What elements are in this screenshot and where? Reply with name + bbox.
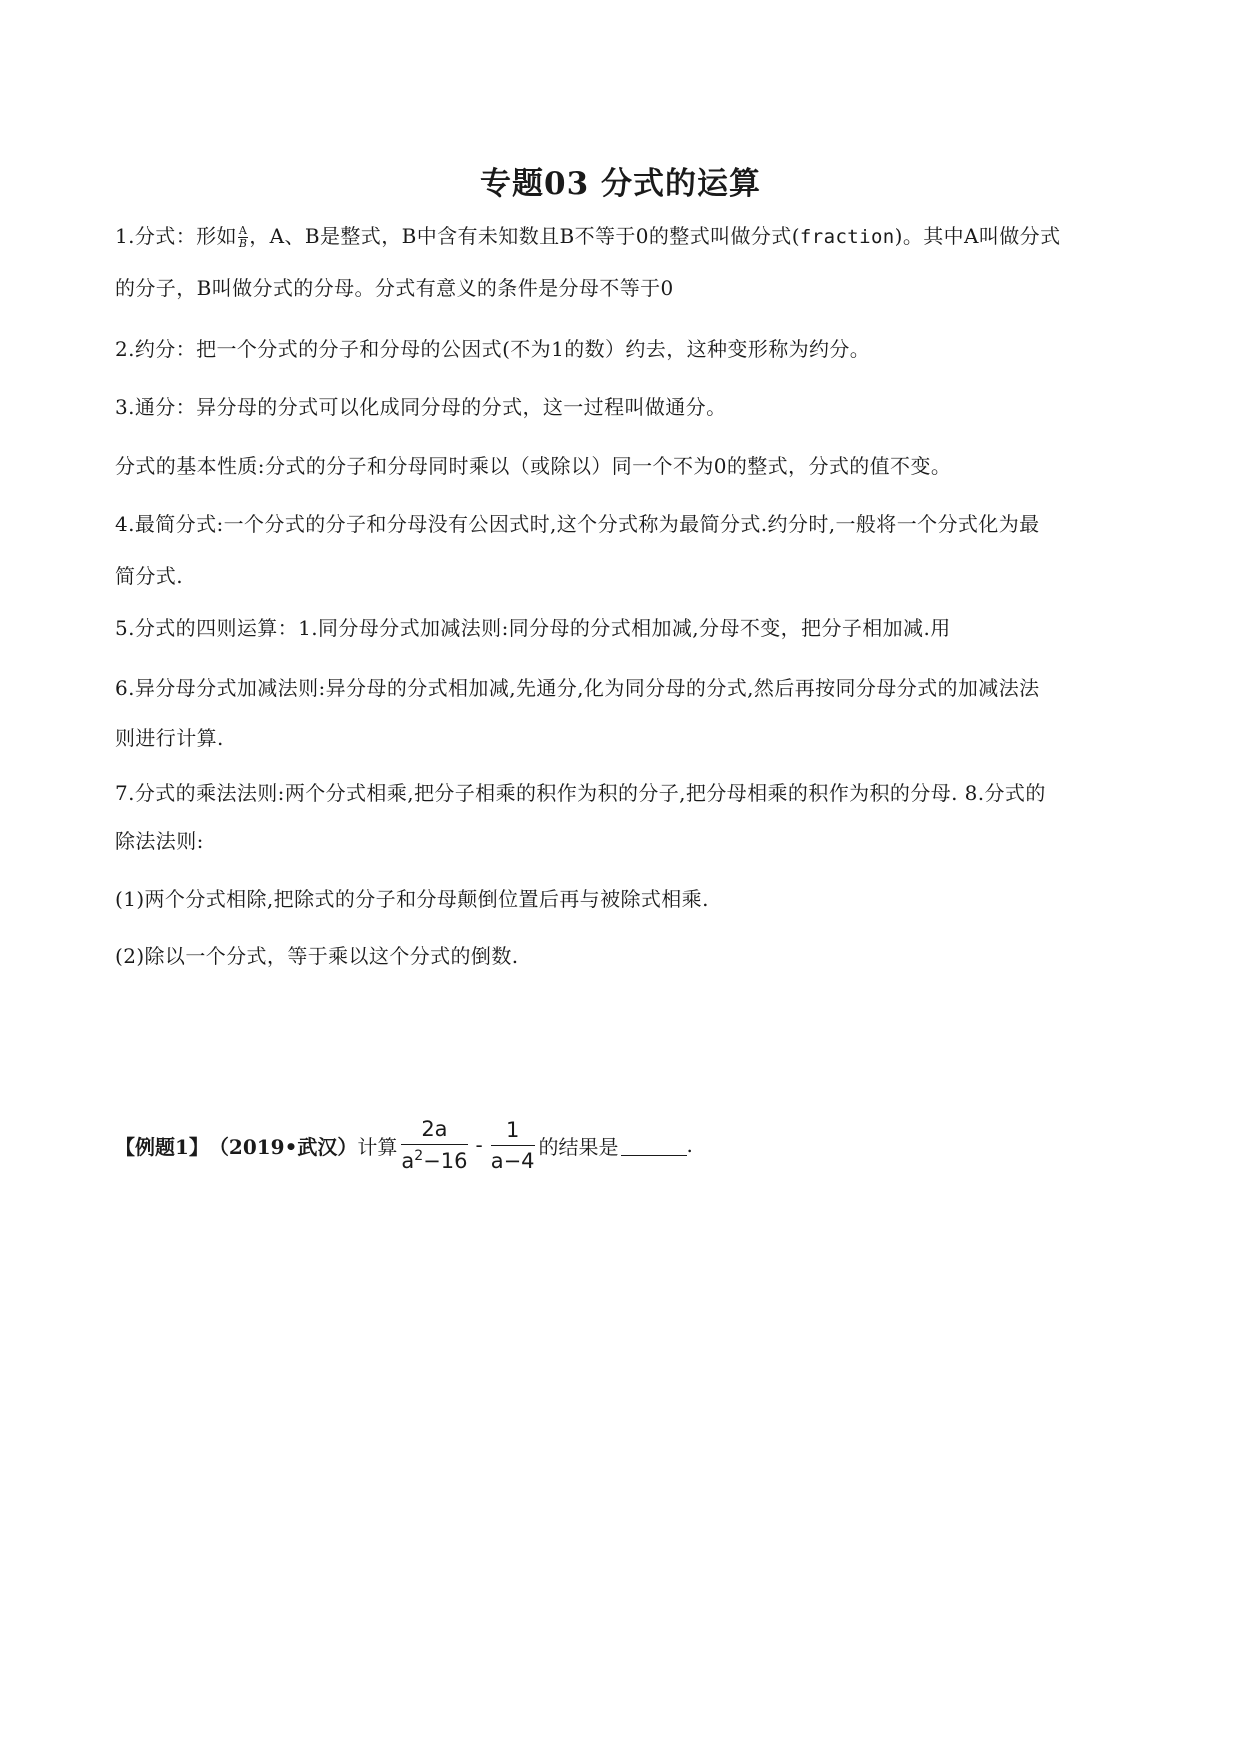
paragraph-7-line-1: 7.分式的乘法法则:两个分式相乘,把分子相乘的积作为积的分子,把分母相乘的积作为积的分母. 8.分式的 <box>115 781 1046 805</box>
fraction-1-over-a-minus-4 <box>491 1118 535 1173</box>
paragraph-7-line-2: 除法法则: <box>115 829 204 853</box>
p1-number: 1. <box>115 224 135 248</box>
paragraph-8-rule-1: (1)两个分式相除,把除式的分子和分母颠倒位置后再与被除式相乘. <box>115 887 709 911</box>
fraction-1-numerator: 2a <box>401 1117 467 1145</box>
fraction-denominator: B <box>238 237 248 250</box>
paragraph-6-line-1: 6.异分母分式加减法则:异分母的分式相加减,先通分,化为同分母的分式,然后再按同分母分式的加减法法 <box>115 676 1040 700</box>
example-prompt: 计算 <box>357 1134 398 1159</box>
page-title: 专题03 分式的运算 <box>480 166 761 202</box>
example-suffix: 的结果是 <box>538 1134 619 1159</box>
example-source: （2019•武汉） <box>208 1134 358 1159</box>
fraction-2a-over-a2-minus-16 <box>401 1117 467 1173</box>
example-label: 【例题1】 <box>115 1134 209 1159</box>
paragraph-1 <box>115 208 1127 266</box>
fraction-1-den-exponent: 2 <box>414 1148 424 1164</box>
fraction-1-den-base: a <box>401 1149 415 1173</box>
p1-text-a: 分式：形如 <box>134 224 237 248</box>
paragraph-3: 3.通分：异分母的分式可以化成同分母的分式，这一过程叫做通分。 <box>115 395 727 419</box>
p1-text-b: ，A、B是整式，B中含有未知数且B不等于0的整式叫做分式( <box>249 224 800 248</box>
paragraph-8-rule-2: (2)除以一个分式，等于乘以这个分式的倒数. <box>115 944 519 968</box>
fraction-2-numerator: 1 <box>491 1118 535 1146</box>
paragraph-5: 5.分式的四则运算：1.同分母分式加减法则:同分母的分式相加减,分母不变，把分子相加减.用 <box>115 616 951 640</box>
example-end: . <box>686 1133 693 1157</box>
paragraph-6-line-2: 则进行计算. <box>115 726 224 750</box>
answer-blank[interactable] <box>621 1135 687 1156</box>
minus-operator: - <box>475 1133 483 1157</box>
fraction-2-denominator: a−4 <box>490 1148 535 1173</box>
paragraph-1-line-2: 的分子，B叫做分式的分母。分式有意义的条件是分母不等于0 <box>115 276 674 300</box>
fraction-1-den-rest: −16 <box>423 1149 468 1173</box>
fraction-a-over-b <box>238 225 248 250</box>
paragraph-2: 2.约分：把一个分式的分子和分母的公因式(不为1的数）约去，这种变形称为约分。 <box>115 337 871 361</box>
fraction-numerator: A <box>238 224 248 237</box>
p1-text-c: )。其中A叫做分式 <box>894 224 1061 248</box>
paragraph-4-line-1: 4.最简分式:一个分式的分子和分母没有公因式时,这个分式称为最简分式.约分时,一般将一个分式化为最 <box>115 512 1040 536</box>
example-1 <box>115 1110 693 1180</box>
paragraph-4-line-2: 简分式. <box>115 564 183 588</box>
fraction-english-word: fraction <box>799 226 895 248</box>
fraction-1-denominator <box>401 1145 467 1173</box>
paragraph-basic-property: 分式的基本性质:分式的分子和分母同时乘以（或除以）同一个不为0的整式，分式的值不变。 <box>115 454 952 478</box>
